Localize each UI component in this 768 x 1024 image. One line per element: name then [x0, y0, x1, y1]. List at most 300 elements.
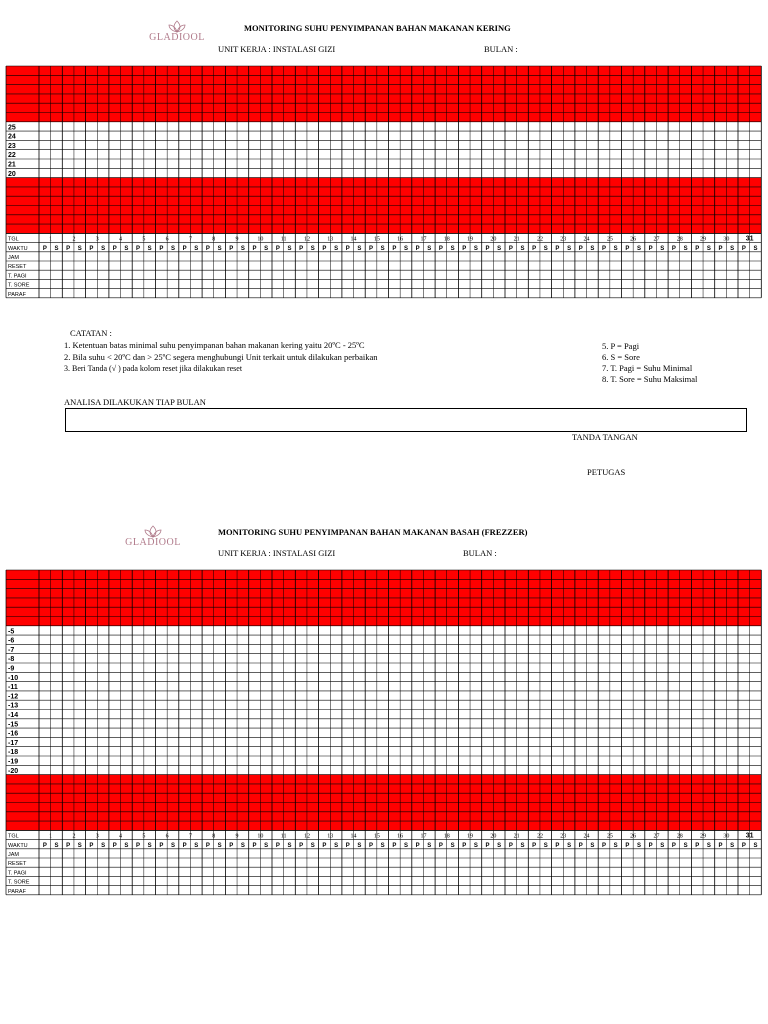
entry-cell[interactable]	[167, 867, 179, 876]
entry-cell[interactable]	[750, 858, 762, 867]
entry-cell[interactable]	[74, 867, 86, 876]
entry-cell[interactable]	[482, 858, 494, 867]
entry-cell[interactable]	[121, 849, 133, 858]
entry-cell[interactable]	[505, 858, 517, 867]
entry-cell[interactable]	[225, 858, 237, 867]
entry-cell[interactable]	[272, 876, 284, 885]
entry-cell[interactable]	[505, 867, 517, 876]
entry-cell[interactable]	[109, 867, 121, 876]
entry-cell[interactable]	[74, 849, 86, 858]
entry-cell[interactable]	[703, 867, 715, 876]
entry-cell[interactable]	[482, 886, 494, 895]
entry-cell[interactable]	[587, 886, 599, 895]
entry-cell[interactable]	[62, 858, 74, 867]
entry-cell[interactable]	[738, 858, 750, 867]
entry-cell[interactable]	[132, 876, 144, 885]
entry-cell[interactable]	[121, 858, 133, 867]
entry-cell[interactable]	[307, 849, 319, 858]
entry-cell[interactable]	[528, 858, 540, 867]
entry-cell[interactable]	[435, 867, 447, 876]
entry-cell[interactable]	[307, 886, 319, 895]
entry-cell[interactable]	[645, 886, 657, 895]
entry-cell[interactable]	[225, 849, 237, 858]
entry-cell[interactable]	[645, 867, 657, 876]
entry-cell[interactable]	[144, 876, 156, 885]
entry-cell[interactable]	[237, 867, 249, 876]
entry-cell[interactable]	[202, 858, 214, 867]
entry-cell[interactable]	[62, 876, 74, 885]
entry-cell[interactable]	[750, 867, 762, 876]
entry-cell[interactable]	[365, 849, 377, 858]
entry-cell[interactable]	[225, 886, 237, 895]
entry-cell[interactable]	[517, 886, 529, 895]
entry-cell[interactable]	[179, 867, 191, 876]
entry-cell[interactable]	[505, 876, 517, 885]
entry-cell[interactable]	[284, 849, 296, 858]
entry-cell[interactable]	[575, 858, 587, 867]
entry-cell[interactable]	[86, 858, 98, 867]
entry-cell[interactable]	[260, 876, 272, 885]
entry-cell[interactable]	[389, 858, 401, 867]
entry-cell[interactable]	[703, 886, 715, 895]
entry-cell[interactable]	[167, 858, 179, 867]
entry-cell[interactable]	[470, 886, 482, 895]
entry-cell[interactable]	[645, 849, 657, 858]
entry-cell[interactable]	[62, 849, 74, 858]
entry-cell[interactable]	[738, 867, 750, 876]
entry-cell[interactable]	[272, 886, 284, 895]
entry-cell[interactable]	[435, 886, 447, 895]
entry-cell[interactable]	[458, 849, 470, 858]
entry-cell[interactable]	[39, 867, 51, 876]
entry-cell[interactable]	[330, 849, 342, 858]
entry-cell[interactable]	[190, 886, 202, 895]
entry-cell[interactable]	[260, 849, 272, 858]
entry-cell[interactable]	[179, 849, 191, 858]
entry-cell[interactable]	[633, 858, 645, 867]
entry-cell[interactable]	[447, 876, 459, 885]
entry-cell[interactable]	[284, 876, 296, 885]
entry-cell[interactable]	[319, 849, 331, 858]
entry-cell[interactable]	[703, 876, 715, 885]
entry-cell[interactable]	[295, 849, 307, 858]
entry-cell[interactable]	[330, 858, 342, 867]
entry-cell[interactable]	[167, 876, 179, 885]
entry-cell[interactable]	[622, 849, 634, 858]
entry-cell[interactable]	[377, 867, 389, 876]
entry-cell[interactable]	[540, 876, 552, 885]
entry-cell[interactable]	[307, 876, 319, 885]
entry-cell[interactable]	[260, 867, 272, 876]
entry-cell[interactable]	[493, 867, 505, 876]
entry-cell[interactable]	[39, 849, 51, 858]
entry-cell[interactable]	[86, 886, 98, 895]
entry-cell[interactable]	[156, 886, 168, 895]
entry-cell[interactable]	[715, 876, 727, 885]
entry-cell[interactable]	[598, 867, 610, 876]
entry-cell[interactable]	[412, 849, 424, 858]
entry-cell[interactable]	[726, 876, 738, 885]
entry-cell[interactable]	[307, 858, 319, 867]
entry-cell[interactable]	[121, 867, 133, 876]
entry-cell[interactable]	[691, 858, 703, 867]
entry-cell[interactable]	[680, 867, 692, 876]
entry-cell[interactable]	[563, 886, 575, 895]
entry-cell[interactable]	[389, 867, 401, 876]
entry-cell[interactable]	[39, 858, 51, 867]
entry-cell[interactable]	[470, 876, 482, 885]
entry-cell[interactable]	[610, 886, 622, 895]
entry-cell[interactable]	[400, 876, 412, 885]
entry-cell[interactable]	[423, 867, 435, 876]
entry-cell[interactable]	[307, 867, 319, 876]
entry-cell[interactable]	[575, 867, 587, 876]
entry-cell[interactable]	[656, 858, 668, 867]
entry-cell[interactable]	[633, 867, 645, 876]
entry-cell[interactable]	[342, 858, 354, 867]
entry-cell[interactable]	[680, 858, 692, 867]
entry-cell[interactable]	[575, 876, 587, 885]
entry-cell[interactable]	[400, 867, 412, 876]
entry-cell[interactable]	[715, 858, 727, 867]
entry-cell[interactable]	[517, 858, 529, 867]
entry-cell[interactable]	[622, 876, 634, 885]
entry-cell[interactable]	[493, 876, 505, 885]
entry-cell[interactable]	[423, 886, 435, 895]
entry-cell[interactable]	[179, 876, 191, 885]
entry-cell[interactable]	[703, 849, 715, 858]
entry-cell[interactable]	[377, 886, 389, 895]
entry-cell[interactable]	[97, 849, 109, 858]
entry-cell[interactable]	[680, 849, 692, 858]
entry-cell[interactable]	[726, 886, 738, 895]
entry-cell[interactable]	[563, 867, 575, 876]
entry-cell[interactable]	[167, 886, 179, 895]
entry-cell[interactable]	[703, 858, 715, 867]
entry-cell[interactable]	[249, 858, 261, 867]
entry-cell[interactable]	[202, 886, 214, 895]
entry-cell[interactable]	[517, 849, 529, 858]
entry-cell[interactable]	[260, 886, 272, 895]
entry-cell[interactable]	[97, 886, 109, 895]
entry-cell[interactable]	[202, 876, 214, 885]
entry-cell[interactable]	[214, 867, 226, 876]
entry-cell[interactable]	[295, 867, 307, 876]
entry-cell[interactable]	[633, 876, 645, 885]
entry-cell[interactable]	[97, 867, 109, 876]
entry-cell[interactable]	[144, 867, 156, 876]
entry-cell[interactable]	[284, 867, 296, 876]
entry-cell[interactable]	[51, 849, 63, 858]
entry-cell[interactable]	[715, 867, 727, 876]
entry-cell[interactable]	[575, 886, 587, 895]
entry-cell[interactable]	[482, 849, 494, 858]
entry-cell[interactable]	[365, 886, 377, 895]
entry-cell[interactable]	[447, 867, 459, 876]
entry-cell[interactable]	[563, 858, 575, 867]
entry-cell[interactable]	[633, 849, 645, 858]
entry-cell[interactable]	[668, 876, 680, 885]
entry-cell[interactable]	[319, 858, 331, 867]
entry-cell[interactable]	[610, 858, 622, 867]
entry-cell[interactable]	[144, 849, 156, 858]
entry-cell[interactable]	[528, 849, 540, 858]
entry-cell[interactable]	[237, 886, 249, 895]
entry-cell[interactable]	[610, 849, 622, 858]
entry-cell[interactable]	[237, 876, 249, 885]
entry-cell[interactable]	[680, 876, 692, 885]
entry-cell[interactable]	[470, 849, 482, 858]
entry-cell[interactable]	[202, 849, 214, 858]
entry-cell[interactable]	[121, 876, 133, 885]
entry-cell[interactable]	[342, 876, 354, 885]
entry-cell[interactable]	[458, 886, 470, 895]
entry-cell[interactable]	[552, 867, 564, 876]
entry-cell[interactable]	[179, 858, 191, 867]
entry-cell[interactable]	[598, 849, 610, 858]
entry-cell[interactable]	[354, 858, 366, 867]
entry-cell[interactable]	[156, 849, 168, 858]
entry-cell[interactable]	[214, 886, 226, 895]
entry-cell[interactable]	[260, 858, 272, 867]
entry-cell[interactable]	[528, 886, 540, 895]
entry-cell[interactable]	[622, 858, 634, 867]
entry-cell[interactable]	[202, 867, 214, 876]
entry-cell[interactable]	[726, 849, 738, 858]
entry-cell[interactable]	[51, 858, 63, 867]
entry-cell[interactable]	[354, 886, 366, 895]
entry-cell[interactable]	[645, 876, 657, 885]
entry-cell[interactable]	[668, 867, 680, 876]
entry-cell[interactable]	[598, 886, 610, 895]
entry-cell[interactable]	[39, 876, 51, 885]
entry-cell[interactable]	[412, 876, 424, 885]
entry-cell[interactable]	[540, 886, 552, 895]
entry-cell[interactable]	[726, 867, 738, 876]
entry-cell[interactable]	[39, 886, 51, 895]
entry-cell[interactable]	[156, 876, 168, 885]
entry-cell[interactable]	[62, 867, 74, 876]
entry-cell[interactable]	[656, 867, 668, 876]
entry-cell[interactable]	[587, 876, 599, 885]
entry-cell[interactable]	[272, 858, 284, 867]
entry-cell[interactable]	[377, 849, 389, 858]
entry-cell[interactable]	[144, 858, 156, 867]
entry-cell[interactable]	[435, 849, 447, 858]
entry-cell[interactable]	[750, 849, 762, 858]
entry-cell[interactable]	[482, 876, 494, 885]
entry-cell[interactable]	[330, 886, 342, 895]
entry-cell[interactable]	[691, 867, 703, 876]
entry-cell[interactable]	[190, 867, 202, 876]
entry-cell[interactable]	[156, 867, 168, 876]
entry-cell[interactable]	[447, 858, 459, 867]
entry-cell[interactable]	[458, 858, 470, 867]
entry-cell[interactable]	[237, 858, 249, 867]
entry-cell[interactable]	[365, 876, 377, 885]
entry-cell[interactable]	[610, 867, 622, 876]
entry-cell[interactable]	[482, 867, 494, 876]
entry-cell[interactable]	[389, 876, 401, 885]
entry-cell[interactable]	[575, 849, 587, 858]
entry-cell[interactable]	[458, 876, 470, 885]
entry-cell[interactable]	[389, 849, 401, 858]
entry-cell[interactable]	[319, 876, 331, 885]
entry-cell[interactable]	[423, 876, 435, 885]
entry-cell[interactable]	[668, 858, 680, 867]
entry-cell[interactable]	[74, 876, 86, 885]
entry-cell[interactable]	[97, 876, 109, 885]
entry-cell[interactable]	[435, 876, 447, 885]
entry-cell[interactable]	[691, 876, 703, 885]
entry-cell[interactable]	[342, 849, 354, 858]
entry-cell[interactable]	[190, 849, 202, 858]
entry-cell[interactable]	[458, 867, 470, 876]
entry-cell[interactable]	[656, 876, 668, 885]
entry-cell[interactable]	[109, 886, 121, 895]
entry-cell[interactable]	[109, 849, 121, 858]
entry-cell[interactable]	[540, 867, 552, 876]
entry-cell[interactable]	[412, 867, 424, 876]
entry-cell[interactable]	[284, 886, 296, 895]
entry-cell[interactable]	[272, 867, 284, 876]
entry-cell[interactable]	[179, 886, 191, 895]
entry-cell[interactable]	[51, 886, 63, 895]
entry-cell[interactable]	[552, 858, 564, 867]
entry-cell[interactable]	[552, 849, 564, 858]
entry-cell[interactable]	[587, 849, 599, 858]
entry-cell[interactable]	[493, 858, 505, 867]
entry-cell[interactable]	[622, 886, 634, 895]
entry-cell[interactable]	[598, 876, 610, 885]
entry-cell[interactable]	[86, 849, 98, 858]
entry-cell[interactable]	[470, 858, 482, 867]
entry-cell[interactable]	[109, 858, 121, 867]
entry-cell[interactable]	[109, 876, 121, 885]
entry-cell[interactable]	[319, 886, 331, 895]
entry-cell[interactable]	[738, 876, 750, 885]
entry-cell[interactable]	[563, 876, 575, 885]
entry-cell[interactable]	[249, 886, 261, 895]
entry-cell[interactable]	[272, 849, 284, 858]
entry-cell[interactable]	[528, 867, 540, 876]
entry-cell[interactable]	[214, 849, 226, 858]
entry-cell[interactable]	[552, 886, 564, 895]
entry-cell[interactable]	[86, 867, 98, 876]
entry-cell[interactable]	[144, 886, 156, 895]
entry-cell[interactable]	[74, 886, 86, 895]
entry-cell[interactable]	[505, 886, 517, 895]
entry-cell[interactable]	[587, 858, 599, 867]
entry-cell[interactable]	[517, 876, 529, 885]
entry-cell[interactable]	[342, 886, 354, 895]
entry-cell[interactable]	[389, 886, 401, 895]
entry-cell[interactable]	[691, 849, 703, 858]
entry-cell[interactable]	[715, 886, 727, 895]
entry-cell[interactable]	[62, 886, 74, 895]
entry-cell[interactable]	[493, 849, 505, 858]
entry-cell[interactable]	[622, 867, 634, 876]
entry-cell[interactable]	[86, 876, 98, 885]
entry-cell[interactable]	[470, 867, 482, 876]
entry-cell[interactable]	[552, 876, 564, 885]
entry-cell[interactable]	[656, 886, 668, 895]
entry-cell[interactable]	[750, 876, 762, 885]
entry-cell[interactable]	[645, 858, 657, 867]
entry-cell[interactable]	[435, 858, 447, 867]
entry-cell[interactable]	[738, 849, 750, 858]
entry-cell[interactable]	[51, 876, 63, 885]
entry-cell[interactable]	[726, 858, 738, 867]
entry-cell[interactable]	[738, 886, 750, 895]
entry-cell[interactable]	[214, 876, 226, 885]
entry-cell[interactable]	[540, 849, 552, 858]
entry-cell[interactable]	[225, 876, 237, 885]
entry-cell[interactable]	[668, 886, 680, 895]
entry-cell[interactable]	[249, 867, 261, 876]
entry-cell[interactable]	[493, 886, 505, 895]
entry-cell[interactable]	[750, 886, 762, 895]
entry-cell[interactable]	[156, 858, 168, 867]
entry-cell[interactable]	[400, 849, 412, 858]
entry-cell[interactable]	[295, 858, 307, 867]
entry-cell[interactable]	[377, 858, 389, 867]
entry-cell[interactable]	[330, 867, 342, 876]
entry-cell[interactable]	[610, 876, 622, 885]
entry-cell[interactable]	[680, 886, 692, 895]
entry-cell[interactable]	[214, 858, 226, 867]
entry-cell[interactable]	[598, 858, 610, 867]
entry-cell[interactable]	[400, 858, 412, 867]
entry-cell[interactable]	[447, 886, 459, 895]
entry-cell[interactable]	[691, 886, 703, 895]
entry-cell[interactable]	[528, 876, 540, 885]
entry-cell[interactable]	[237, 849, 249, 858]
entry-cell[interactable]	[633, 886, 645, 895]
entry-cell[interactable]	[167, 849, 179, 858]
entry-cell[interactable]	[447, 849, 459, 858]
entry-cell[interactable]	[132, 858, 144, 867]
entry-cell[interactable]	[587, 867, 599, 876]
entry-cell[interactable]	[412, 886, 424, 895]
entry-cell[interactable]	[295, 876, 307, 885]
entry-cell[interactable]	[423, 858, 435, 867]
entry-cell[interactable]	[423, 849, 435, 858]
entry-cell[interactable]	[354, 849, 366, 858]
entry-cell[interactable]	[563, 849, 575, 858]
entry-cell[interactable]	[354, 876, 366, 885]
entry-cell[interactable]	[330, 876, 342, 885]
entry-cell[interactable]	[517, 867, 529, 876]
entry-cell[interactable]	[319, 867, 331, 876]
entry-cell[interactable]	[342, 867, 354, 876]
entry-cell[interactable]	[715, 849, 727, 858]
entry-cell[interactable]	[121, 886, 133, 895]
entry-cell[interactable]	[225, 867, 237, 876]
entry-cell[interactable]	[284, 858, 296, 867]
entry-cell[interactable]	[412, 858, 424, 867]
entry-cell[interactable]	[295, 886, 307, 895]
entry-cell[interactable]	[132, 849, 144, 858]
entry-cell[interactable]	[365, 858, 377, 867]
entry-cell[interactable]	[132, 867, 144, 876]
entry-cell[interactable]	[190, 876, 202, 885]
entry-cell[interactable]	[132, 886, 144, 895]
entry-cell[interactable]	[354, 867, 366, 876]
entry-cell[interactable]	[400, 886, 412, 895]
entry-cell[interactable]	[668, 849, 680, 858]
entry-cell[interactable]	[365, 867, 377, 876]
